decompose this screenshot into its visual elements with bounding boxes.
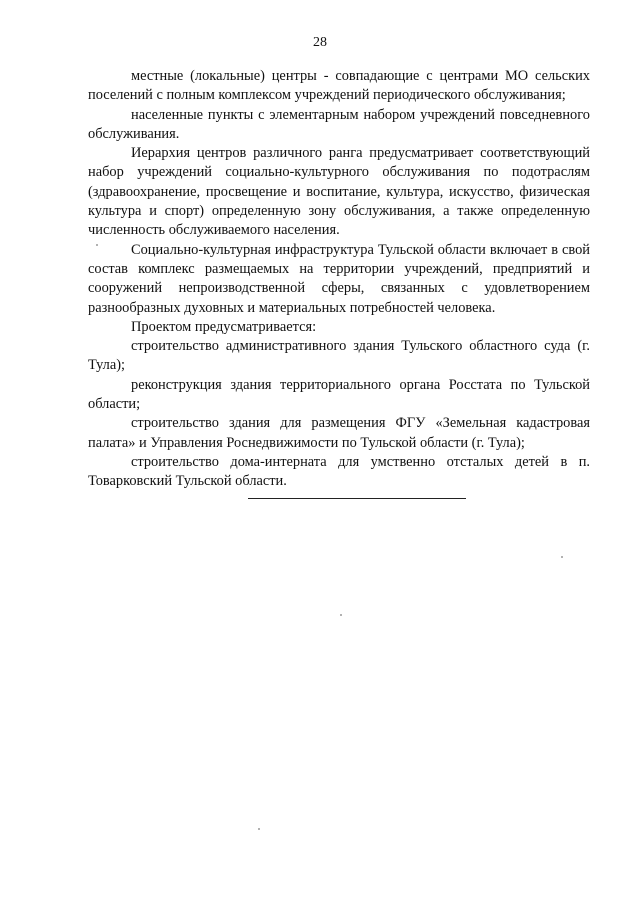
- paragraph-local-centers: местные (локальные) центры - совпадающие с центрами МО сельских поселений с полным комплексом учреждений периодического обслуживания;: [88, 68, 590, 104]
- scan-speck: [340, 614, 342, 616]
- paragraph-infrastructure: Социально-культурная инфраструктура Тульской области включает в свой состав комплекс размещаемых на территории учреждений, предприятий и сооружений непроизводственной сферы, связанных с удовлетворением разнообразных духовных и материальных потребностей человека.: [88, 241, 590, 316]
- list-item-boarding-house: строительство дома-интерната для умственно отсталых детей в п. Товарковский Тульской области.: [88, 453, 590, 490]
- end-of-section-rule: [248, 498, 466, 499]
- paragraph-settlements: населенные пункты с элементарным набором учреждений повседневного обслуживания.: [88, 106, 590, 142]
- list-item-rosstat-reconstruction: реконструкция здания территориального органа Росстата по Тульской области;: [88, 376, 590, 413]
- scan-speck: [561, 556, 563, 558]
- list-item-court-building: строительство административного здания Тульского областного суда (г. Тула);: [88, 338, 590, 374]
- document-body: [88, 67, 590, 492]
- scan-speck: [258, 828, 260, 830]
- page-number: 28: [313, 35, 327, 50]
- paragraph-project-intro: Проектом предусматривается:: [131, 318, 317, 335]
- paragraph-hierarchy: Иерархия центров различного ранга предусматривает соответствующий набор учреждений социально-культурного обслуживания по подотраслям (здравоохранение, просвещение и воспитание, культура, искусство, физическая культура и спорт) определенную зону обслуживания, а также определенную численность обслуживаемого населения.: [88, 145, 590, 239]
- scan-speck: [96, 244, 98, 246]
- list-item-cadastral-building: строительство здания для размещения ФГУ «Земельная кадастровая палата» и Управления Роснедвижимости по Тульской области (г. Тула);: [88, 415, 590, 451]
